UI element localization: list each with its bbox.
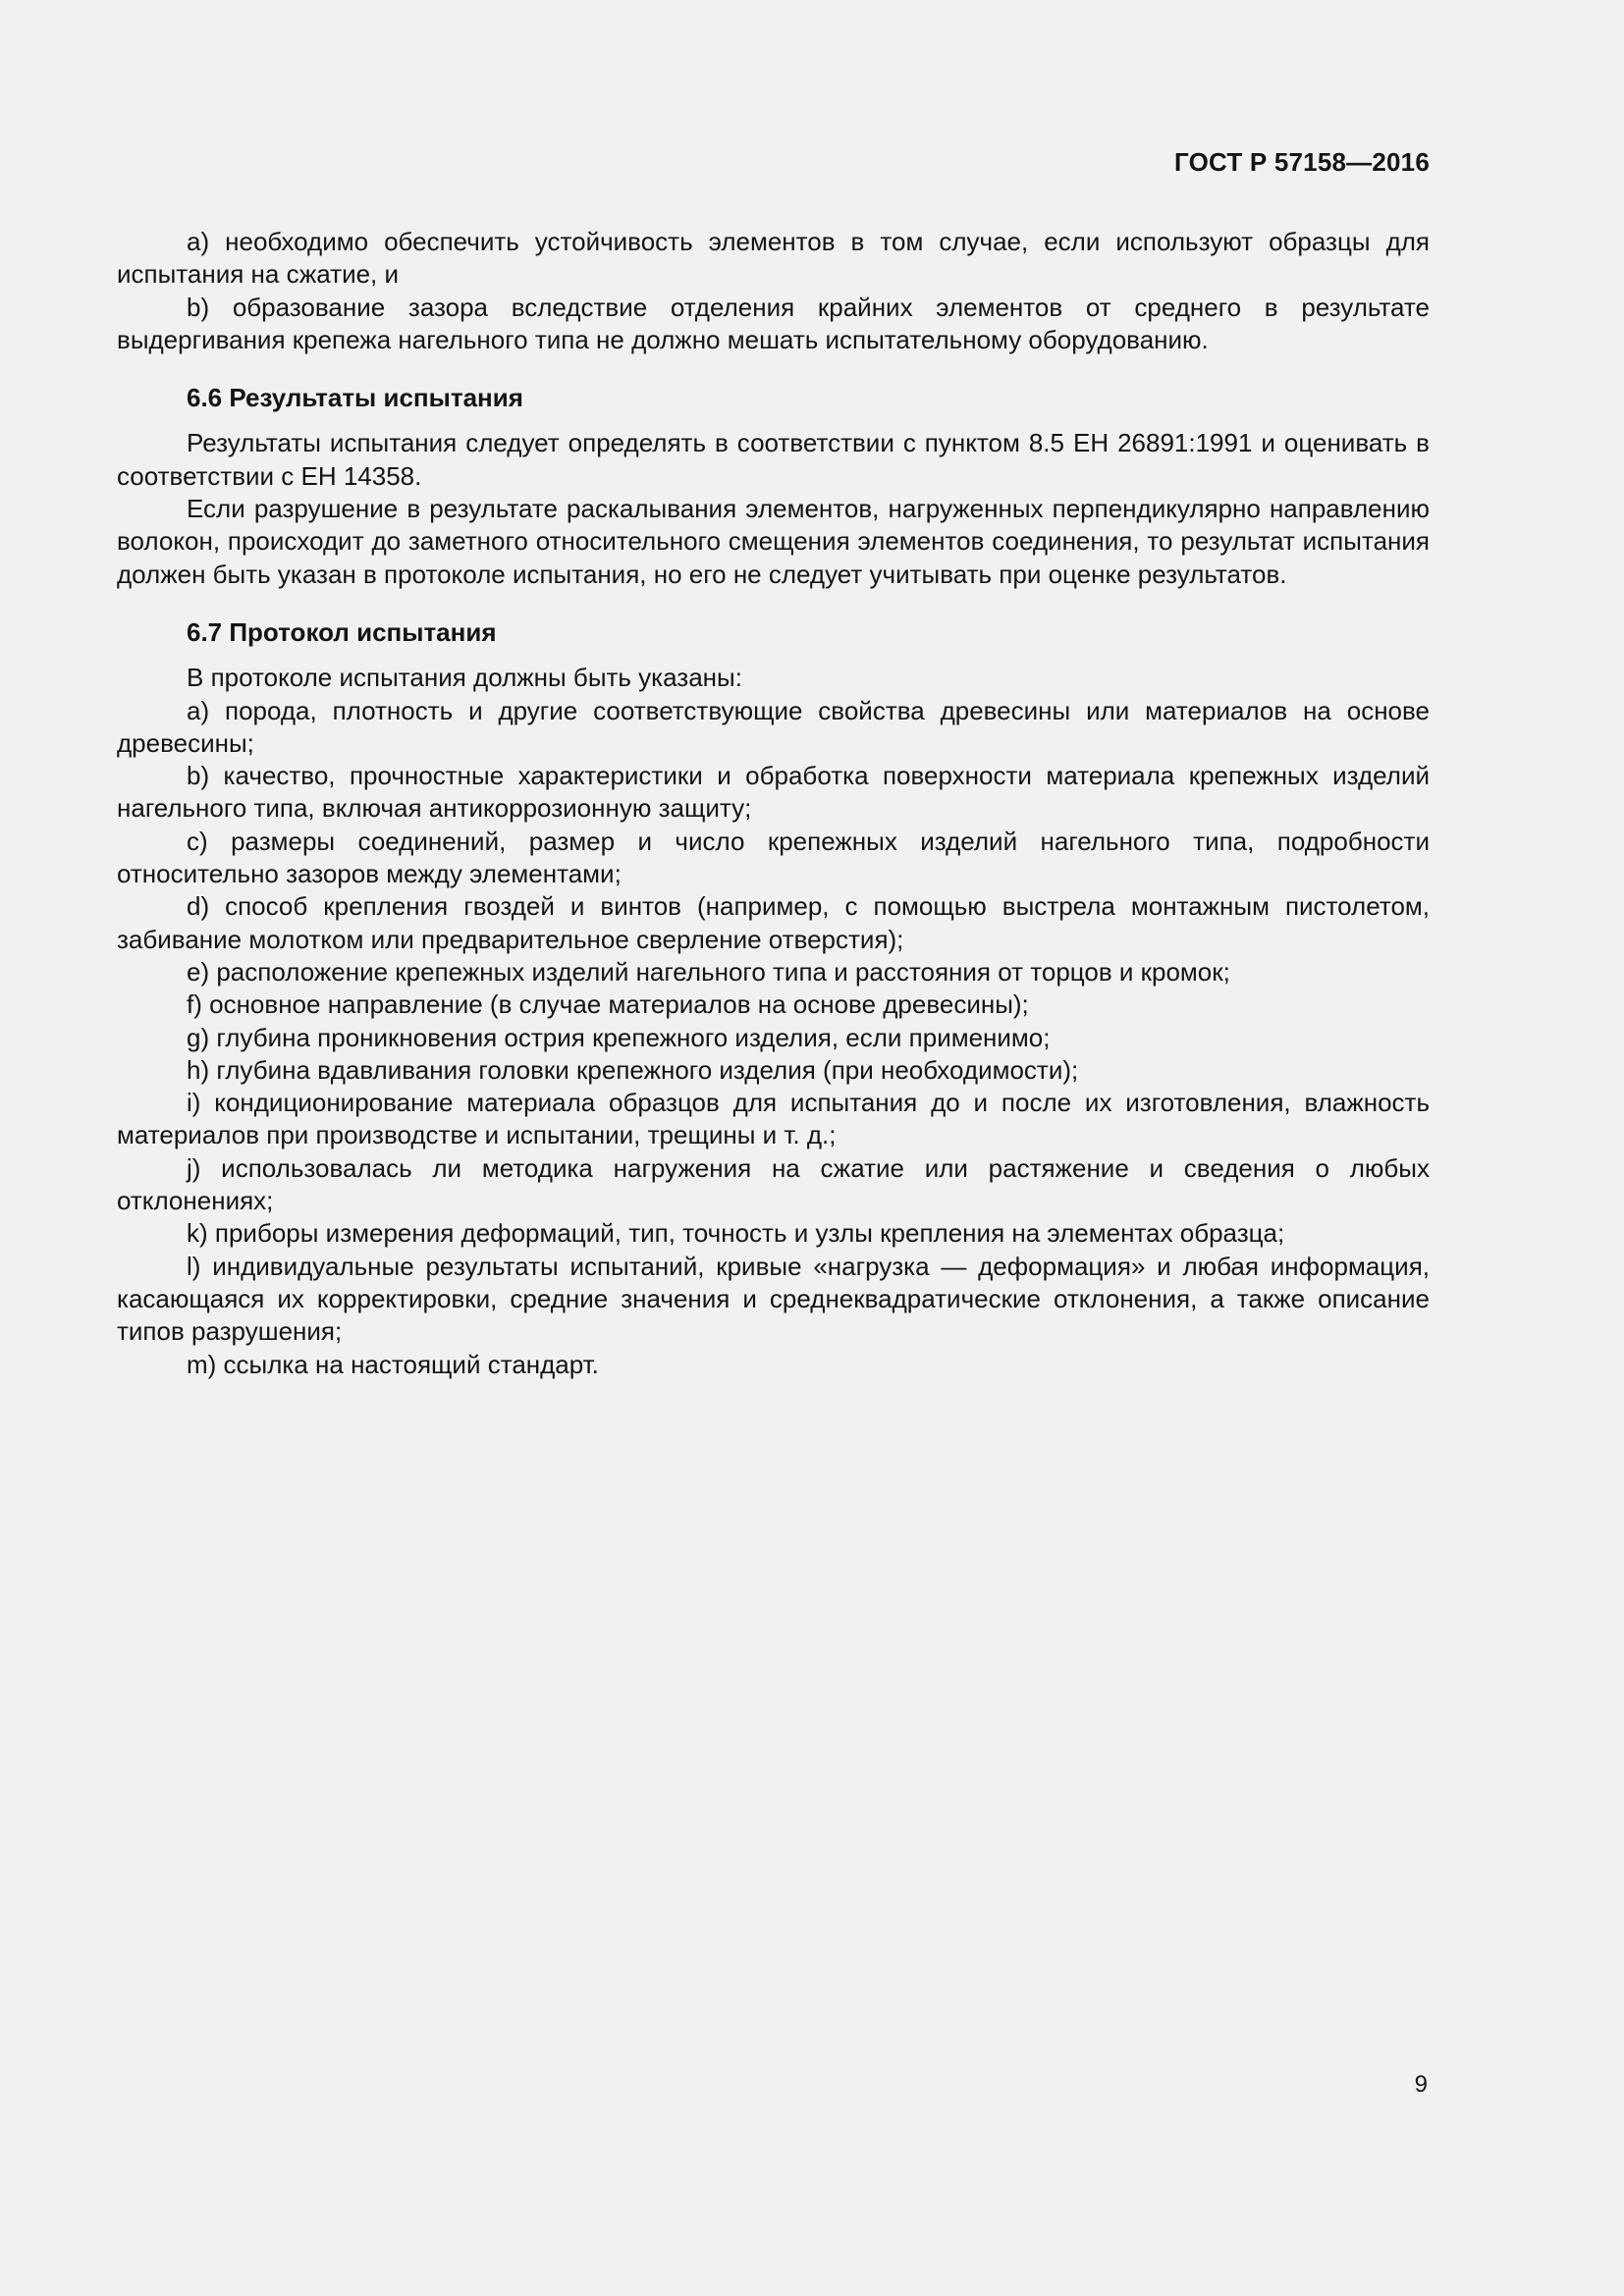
- section-6-6-heading: 6.6 Результаты испытания: [187, 383, 523, 413]
- list-item: h) глубина вдавливания головки крепежного изделия (при необходимости);: [187, 1054, 1079, 1085]
- list-item: m) ссылка на настоящий стандарт.: [187, 1349, 599, 1379]
- section-6-7-heading: 6.7 Протокол испытания: [187, 616, 497, 647]
- list-item: g) глубина проникновения острия крепежного изделия, если применимо;: [187, 1022, 1051, 1052]
- list-item: c) размеры соединений, размер и число крепежных изделий нагельного типа, подробности относительно зазоров между элементами;: [117, 826, 1430, 889]
- list-item: e) расположение крепежных изделий нагельного типа и расстояния от торцов и кромок;: [187, 956, 1230, 987]
- list-item: а) порода, плотность и другие соответствующие свойства древесины или материалов на основе древесины;: [117, 695, 1430, 758]
- page-number: 9: [1414, 2071, 1428, 2098]
- list-item: k) приборы измерения деформаций, тип, точность и узлы крепления на элементах образца;: [187, 1218, 1285, 1249]
- section-6-6-paragraph: Результаты испытания следует определять в соответствии с пунктом 8.5 ЕН 26891:1991 и оценивать в соответствии с ЕН 14358.: [117, 428, 1430, 491]
- section-6-7-lead: В протоколе испытания должны быть указаны:: [187, 663, 742, 693]
- list-item: i) кондиционирование материала образцов для испытания до и после их изготовления, влажность материалов при производстве и испытании, трещины и т. д.;: [117, 1088, 1430, 1150]
- intro-item-a: а) необходимо обеспечить устойчивость элементов в том случае, если используют образцы для испытания на сжатие, и: [117, 227, 1430, 290]
- section-6-6-paragraph: Если разрушение в результате раскалывания элементов, нагруженных перпендикулярно направлению волокон, происходит до заметного относительного смещения элементов соединения, то результат испытания должен быть указан в протоколе испытания, но его не следует учитывать при оценке результатов.: [117, 494, 1430, 589]
- list-item: l) индивидуальные результаты испытаний, кривые «нагрузка — деформация» и любая информация, касающаяся их корректировки, средние значения и среднеквадратические отклонения, а также описание типов разрушения;: [117, 1251, 1430, 1347]
- list-item: b) качество, прочностные характеристики и обработка поверхности материала крепежных изделий нагельного типа, включая антикоррозионную защиту;: [117, 761, 1430, 824]
- document-body: [117, 226, 1430, 1381]
- intro-item-b: b) образование зазора вследствие отделения крайних элементов от среднего в результате выдергивания крепежа нагельного типа не должно мешать испытательному оборудованию.: [117, 292, 1430, 354]
- document-code-header: ГОСТ Р 57158—2016: [1174, 147, 1430, 177]
- list-item: d) способ крепления гвоздей и винтов (например, с помощью выстрела монтажным пистолетом, забивание молотком или предварительное сверление отверстия);: [117, 891, 1430, 954]
- list-item: j) использовалась ли методика нагружения на сжатие или растяжение и сведения о любых отклонениях;: [117, 1152, 1430, 1216]
- list-item: f) основное направление (в случае материалов на основе древесины);: [187, 989, 1029, 1020]
